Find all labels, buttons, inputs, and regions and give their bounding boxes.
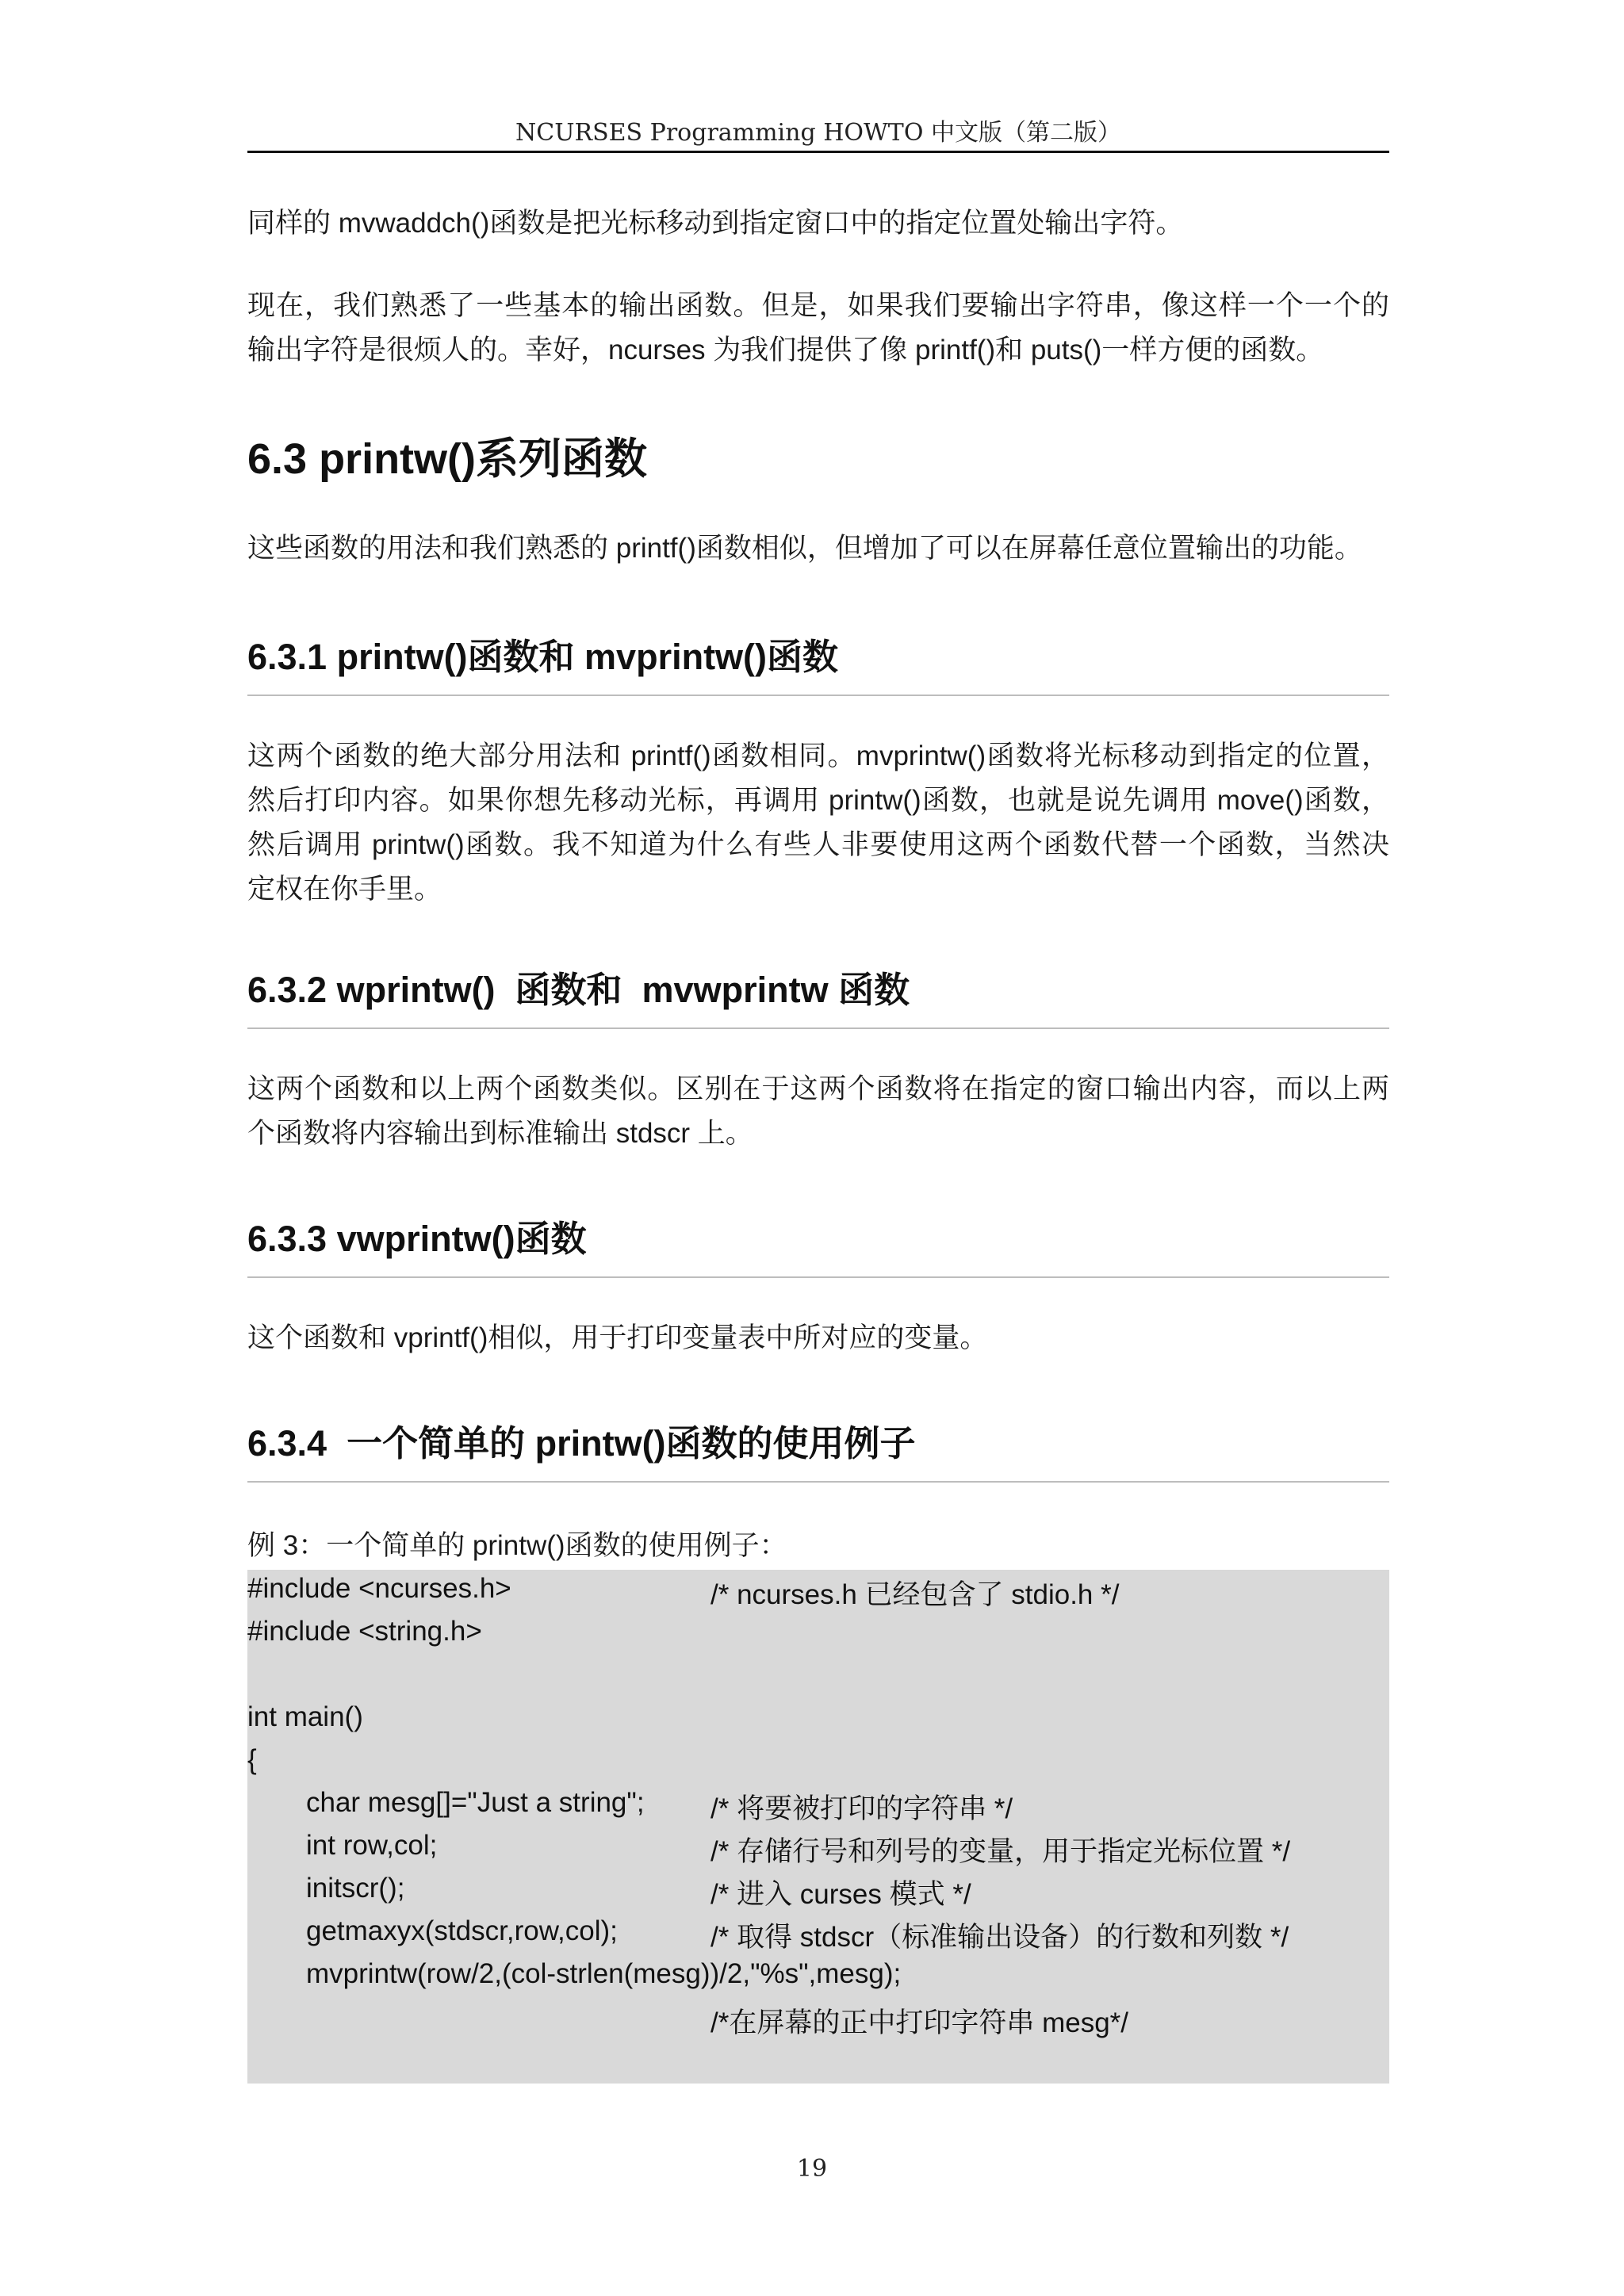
section-6-3-2-body: [247, 1067, 1389, 1156]
text-line: 同样的 mvwaddch()函数是把光标移动到指定窗口中的指定位置处输出字符。: [247, 208, 1184, 239]
section-heading-6-3-2: 6.3.2 wprintw() 函数和 mvwprintw 函数: [247, 970, 910, 1010]
code-text: #include <string.h>: [247, 1616, 482, 1647]
running-header: NCURSES Programming HOWTO 中文版（第二版）: [515, 119, 1121, 147]
code-text: initscr();: [306, 1873, 405, 1904]
intro-paragraph-2: [247, 284, 1389, 373]
section-heading-6-3: 6.3 printw()系列函数: [247, 435, 648, 483]
code-text: char mesg[]="Just a string";: [306, 1787, 645, 1818]
code-text: {: [247, 1744, 257, 1775]
code-line: [247, 1915, 1389, 1958]
code-comment: /* 存储行号和列号的变量，用于指定光标位置 */: [710, 1836, 1291, 1867]
code-line: [247, 2001, 1389, 2044]
text-line: 现在，我们熟悉了一些基本的输出函数。但是，如果我们要输出字符串，像这样一个一个的: [247, 290, 1389, 321]
text-line: 这些函数的用法和我们熟悉的 printf()函数相似，但增加了可以在屏幕任意位置输出的功能。: [247, 533, 1362, 564]
code-line: [247, 1787, 1389, 1830]
section-heading-6-3-3: 6.3.3 vwprintw()函数: [247, 1219, 587, 1259]
code-line: [247, 1873, 1389, 1915]
page-number: 19: [796, 2155, 828, 2183]
text-line: 这个函数和 vprintf()相似，用于打印变量表中所对应的变量。: [247, 1322, 988, 1353]
code-text: mvprintw(row/2,(col-strlen(mesg))/2,"%s",mesg);: [306, 1958, 902, 1989]
code-text: #include <ncurses.h>: [247, 1573, 511, 1604]
header-rule: [247, 151, 1389, 153]
section-heading-6-3-1: 6.3.1 printw()函数和 mvprintw()函数: [247, 637, 839, 677]
text-line: 这两个函数的绝大部分用法和 printf()函数相同。mvprintw()函数将光标移动到指定的位置，: [247, 740, 1389, 771]
code-line: [247, 1744, 1389, 1787]
heading-rule: [247, 695, 1389, 696]
text-line: 然后调用 printw()函数。我不知道为什么有些人非要使用这两个函数代替一个函数，当然决: [247, 829, 1389, 860]
code-text: getmaxyx(stdscr,row,col);: [306, 1915, 618, 1946]
intro-paragraph-1: [247, 201, 1389, 246]
code-line: [247, 1616, 1389, 1659]
section-6-3-3-body: [247, 1316, 1389, 1360]
code-line: [247, 1573, 1389, 1616]
code-comment: /* 进入 curses 模式 */: [710, 1879, 971, 1910]
code-block: [247, 1570, 1389, 2084]
heading-rule: [247, 1481, 1389, 1483]
text-line: 然后打印内容。如果你想先移动光标，再调用 printw()函数，也就是说先调用 move()函数，: [247, 785, 1389, 816]
code-comment: /*在屏幕的正中打印字符串 mesg*/: [710, 2007, 1129, 2038]
text-line: 输出字符是很烦人的。幸好，ncurses 为我们提供了像 printf()和 puts()一样方便的函数。: [247, 335, 1324, 365]
section-heading-6-3-4: 6.3.4 一个简单的 printw()函数的使用例子: [247, 1423, 916, 1464]
code-comment: /* 将要被打印的字符串 */: [710, 1793, 1013, 1824]
code-text: int row,col;: [306, 1830, 438, 1861]
section-6-3-body: [247, 526, 1389, 571]
text-line: 个函数将内容输出到标准输出 stdscr 上。: [247, 1118, 753, 1149]
code-line: [247, 1701, 1389, 1744]
heading-rule: [247, 1027, 1389, 1029]
section-6-3-1-body: [247, 734, 1389, 912]
text-line: 定权在你手里。: [247, 874, 442, 905]
code-comment: /* 取得 stdscr（标准输出设备）的行数和列数 */: [710, 1922, 1289, 1953]
text-line: 这两个函数和以上两个函数类似。区别在于这两个函数将在指定的窗口输出内容，而以上两: [247, 1073, 1389, 1104]
code-line: [247, 1830, 1389, 1873]
code-comment: /* ncurses.h 已经包含了 stdio.h */: [710, 1579, 1120, 1610]
code-text: int main(): [247, 1701, 363, 1732]
code-line: [247, 1958, 1389, 2001]
code-line: [247, 1659, 1389, 1701]
heading-rule: [247, 1276, 1389, 1278]
example-caption: 例 3：一个简单的 printw()函数的使用例子：: [247, 1530, 787, 1561]
